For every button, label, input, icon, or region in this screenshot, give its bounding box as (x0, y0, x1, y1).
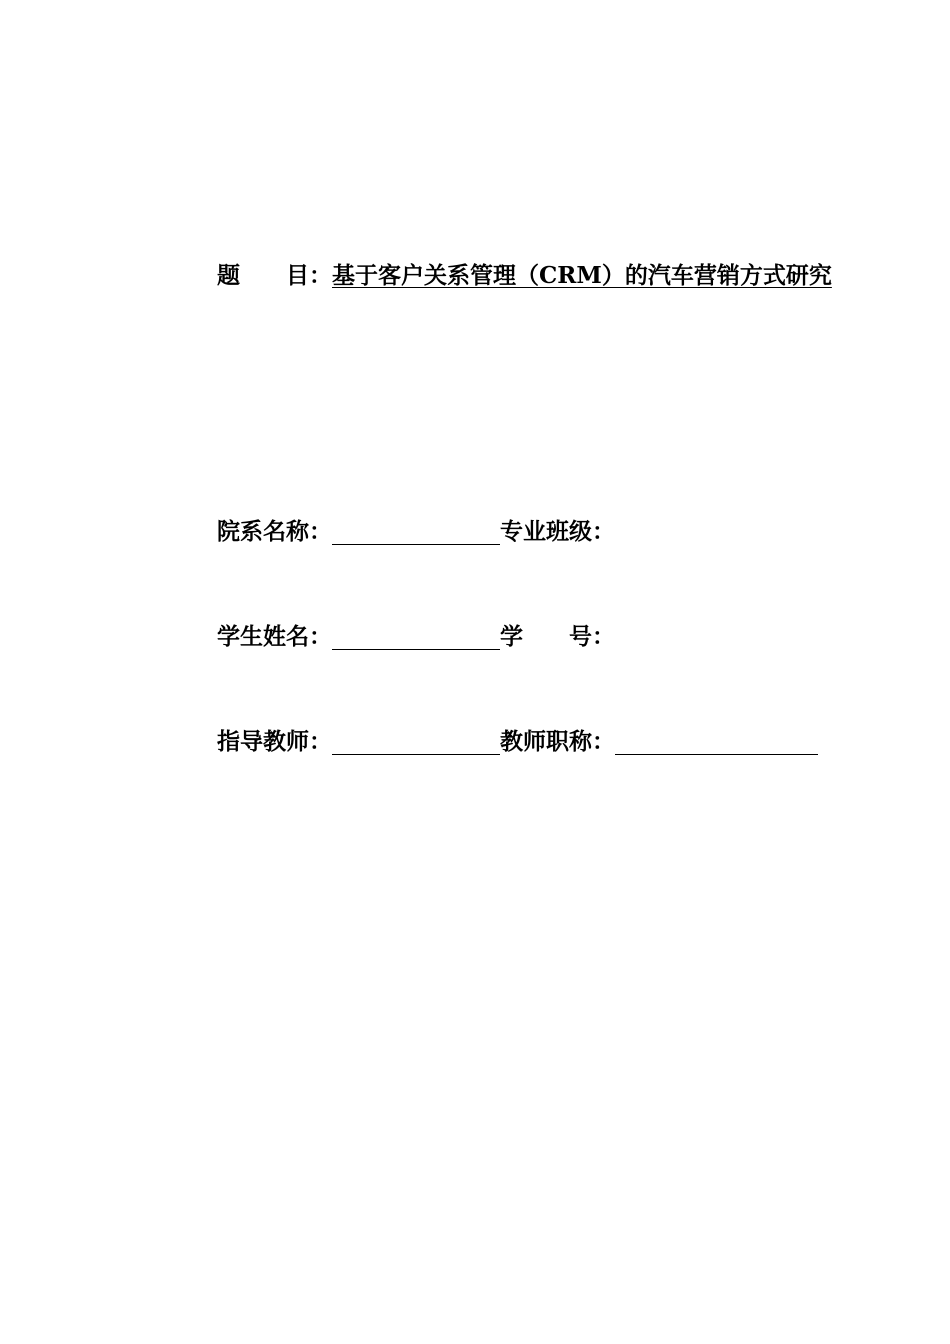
advisor-title-blank[interactable] (615, 726, 818, 755)
student-id-label: 学 号： (500, 623, 615, 650)
student-name-label: 学生姓名： (217, 623, 332, 650)
advisor-title-label: 教师职称： (500, 728, 615, 755)
student-row (217, 621, 615, 653)
department-row (217, 516, 615, 548)
student-name-blank[interactable] (332, 621, 500, 650)
title-label: 题 目： (217, 262, 332, 289)
advisor-blank[interactable] (332, 726, 500, 755)
advisor-label: 指导教师： (217, 728, 332, 755)
advisor-row (217, 726, 818, 758)
major-class-label: 专业班级： (500, 518, 615, 545)
department-label: 院系名称： (217, 518, 332, 545)
thesis-title: 基于客户关系管理（CRM）的汽车营销方式研究 (332, 262, 832, 289)
title-row (217, 260, 832, 292)
department-blank[interactable] (332, 516, 500, 545)
